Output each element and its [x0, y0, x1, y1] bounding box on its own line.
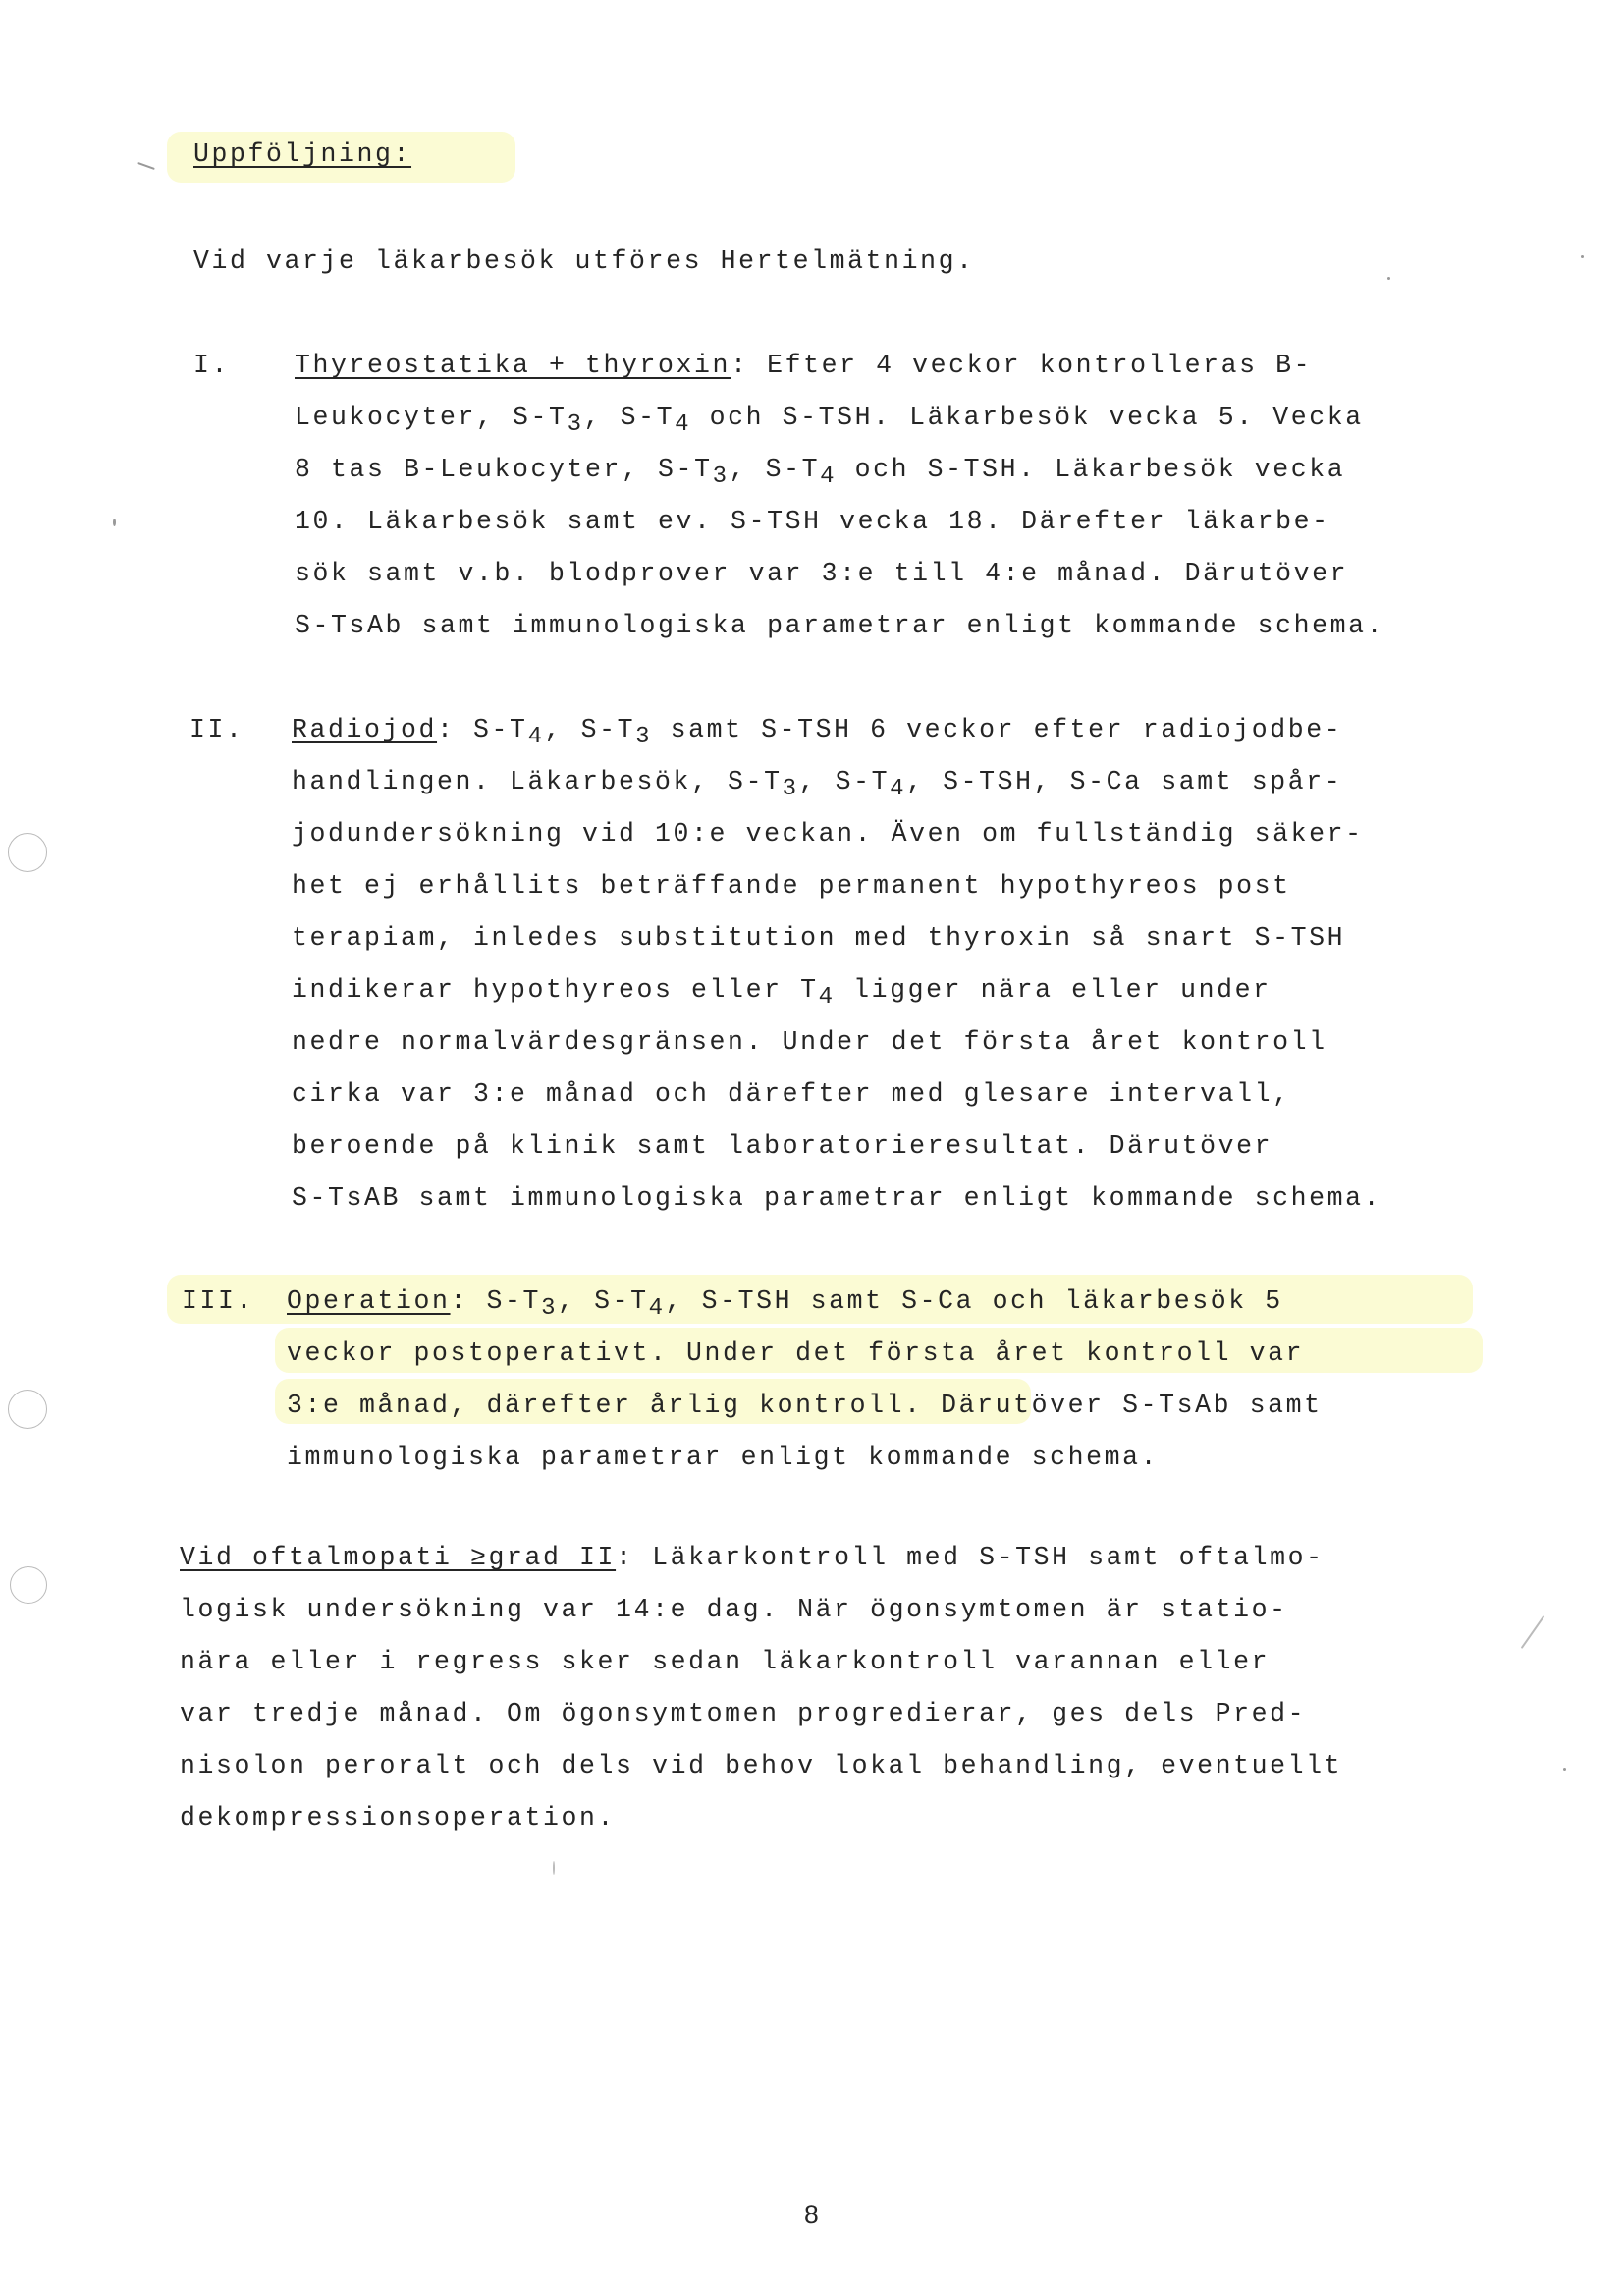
section-1-number: I. — [193, 351, 231, 380]
oftalmopati-line-5: nisolon peroralt och dels vid behov lokal behandling, eventuellt — [180, 1751, 1343, 1780]
section-1-title: Thyreostatika + thyroxin — [295, 351, 731, 380]
section-1-line-5: sök samt v.b. blodprover var 3:e till 4:e månad. Därutöver — [295, 559, 1349, 588]
section-3-line-3: 3:e månad, därefter årlig kontroll. Därutöver S-TsAb samt — [287, 1391, 1323, 1420]
section-2-line-7: nedre normalvärdesgränsen. Under det första året kontroll — [292, 1027, 1327, 1057]
section-3-line-1 — [287, 1286, 1283, 1322]
section-1-line-1 — [295, 351, 1312, 380]
page-heading — [193, 139, 411, 169]
intro-text: Vid varje läkarbesök utföres Hertelmätning. — [193, 246, 975, 276]
oftalmopati-line-1 — [180, 1543, 1325, 1572]
section-3-line-2: veckor postoperativt. Under det första året kontroll var — [287, 1339, 1305, 1368]
section-2-line-4: het ej erhållits beträffande permanent hypothyreos post — [292, 871, 1291, 901]
section-2-line-5: terapiam, inledes substitution med thyroxin så snart S-TSH — [292, 923, 1346, 953]
heading-text: Uppföljning: — [193, 139, 412, 169]
scan-speck — [1563, 1768, 1566, 1771]
oftalmopati-line-6: dekompressionsoperation. — [180, 1803, 617, 1832]
section-2-line-10: S-TsAB samt immunologiska parametrar enligt kommande schema. — [292, 1183, 1382, 1213]
section-2-line-2: handlingen. Läkarbesök, $S-T_3$, $S-T_4$, S-TSH, S-Ca samt spår- — [292, 767, 1343, 802]
section-2-line-6: indikerar hypothyreos eller $T_4$ ligger nära eller under — [292, 975, 1272, 1011]
section-3-line-4: immunologiska parametrar enligt kommande schema. — [287, 1443, 1160, 1472]
section-2-text-1: : $S-T_4$, $S-T_3$ samt S-TSH 6 veckor efter radiojodbe- — [437, 715, 1343, 750]
section-2-number: II. — [189, 715, 244, 744]
oftalmopati-line-4: var tredje månad. Om ögonsymtomen progredierar, ges dels Pred- — [180, 1699, 1307, 1728]
section-1-text-1: : Efter 4 veckor kontrolleras B- — [731, 351, 1313, 380]
section-2-title: Radiojod — [292, 715, 438, 744]
section-3-number: III. — [182, 1286, 255, 1316]
punch-hole-mark — [10, 1566, 47, 1604]
oftalmopati-title: Vid oftalmopati ≥grad II — [180, 1543, 617, 1572]
section-3-text-1: : $S-T_3$, $S-T_4$, S-TSH samt S-Ca och läkarbesök 5 — [450, 1286, 1283, 1322]
punch-hole-mark — [8, 833, 47, 872]
section-1-line-6: S-TsAb samt immunologiska parametrar enligt kommande schema. — [295, 611, 1385, 640]
section-2-line-8: cirka var 3:e månad och därefter med glesare intervall, — [292, 1079, 1291, 1109]
section-2-line-3: jodundersökning vid 10:e veckan. Även om fullständig säker- — [292, 819, 1364, 848]
scan-speck — [553, 1861, 555, 1875]
oftalmopati-line-2: logisk undersökning var 14:e dag. När ögonsymtomen är statio- — [180, 1595, 1288, 1624]
oftalmopati-text-1: : Läkarkontroll med S-TSH samt oftalmo- — [616, 1543, 1325, 1572]
scan-speck — [137, 162, 155, 170]
page-number: 8 — [804, 2200, 819, 2229]
scan-speck — [1521, 1615, 1545, 1649]
section-2-line-9: beroende på klinik samt laboratorieresultat. Därutöver — [292, 1131, 1273, 1161]
oftalmopati-line-3: nära eller i regress sker sedan läkarkontroll varannan eller — [180, 1647, 1271, 1676]
section-1-line-3: 8 tas B-Leukocyter, $S-T_3$, $S-T_4$ och S-TSH. Läkarbesök vecka — [295, 455, 1346, 490]
scan-speck — [113, 519, 116, 526]
section-1-line-2: Leukocyter, $S-T_3$, $S-T_4$ och S-TSH. Läkarbesök vecka 5. Vecka — [295, 403, 1364, 438]
scan-speck — [1581, 255, 1584, 258]
section-3-title: Operation — [287, 1286, 451, 1316]
intro-line — [193, 246, 975, 276]
punch-hole-mark — [8, 1390, 47, 1429]
scan-speck — [1387, 277, 1390, 280]
section-2-line-1 — [292, 715, 1343, 750]
section-1-line-4: 10. Läkarbesök samt ev. S-TSH vecka 18. Därefter läkarbe- — [295, 507, 1330, 536]
